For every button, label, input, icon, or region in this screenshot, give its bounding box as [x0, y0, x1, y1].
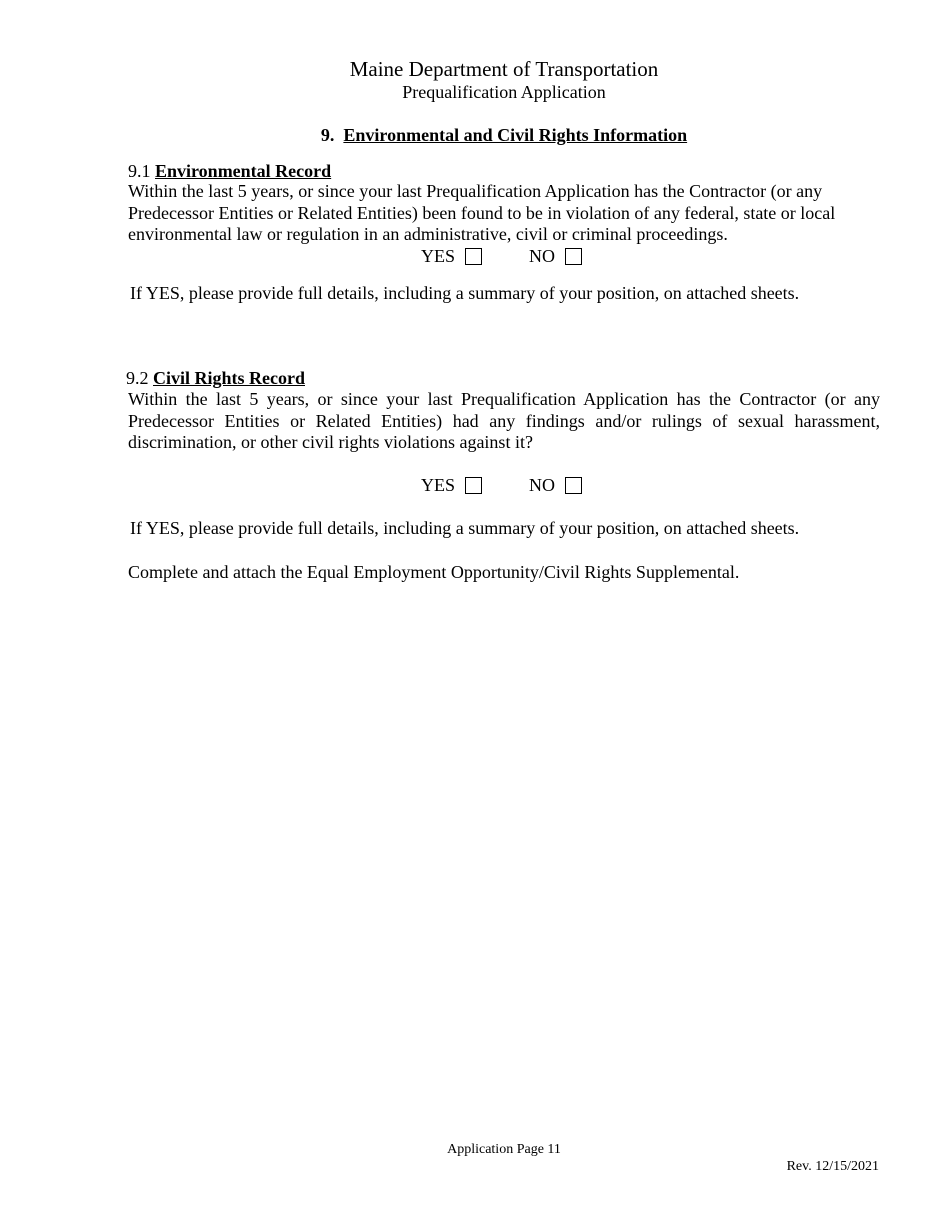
civil-rights-title: Civil Rights Record	[153, 368, 305, 388]
civil-rights-question: Within the last 5 years, or since your last Prequalification Application has the Contractor (or any Predecessor Entities or Related Entities) had any findings and/or rulings of sexual harassment, discrimination, or other civil rights violations against it?	[128, 389, 880, 452]
civil-rights-number: 9.2	[126, 368, 149, 388]
civil-rights-yes-option	[421, 474, 482, 496]
civil-rights-attach-note: Complete and attach the Equal Employment Opportunity/Civil Rights Supplemental.	[128, 562, 740, 582]
environmental-heading	[128, 160, 331, 182]
environmental-no-option	[529, 245, 582, 267]
environmental-number: 9.1	[128, 161, 151, 181]
section-heading	[0, 124, 950, 146]
environmental-no-checkbox[interactable]	[565, 248, 582, 265]
section-title: Environmental and Civil Rights Information	[343, 125, 688, 145]
civil-rights-heading	[126, 367, 305, 389]
civil-rights-no-checkbox[interactable]	[565, 477, 582, 494]
document-title: Maine Department of Transportation	[349, 57, 659, 81]
environmental-no-label: NO	[529, 246, 555, 266]
environmental-yes-checkbox[interactable]	[465, 248, 482, 265]
environmental-yes-option	[421, 245, 482, 267]
civil-rights-yes-label: YES	[421, 475, 456, 495]
environmental-yes-label: YES	[421, 246, 456, 266]
section-number: 9.	[320, 125, 335, 145]
environmental-followup: If YES, please provide full details, including a summary of your position, on attached sheets.	[130, 283, 800, 303]
civil-rights-no-label: NO	[529, 475, 555, 495]
environmental-title: Environmental Record	[155, 161, 332, 181]
document-subtitle: Prequalification Application	[402, 82, 606, 102]
civil-rights-no-option	[529, 474, 582, 496]
revision-date: Rev. 12/15/2021	[786, 1159, 879, 1174]
civil-rights-followup: If YES, please provide full details, including a summary of your position, on attached sheets.	[130, 518, 800, 538]
page-number: Application Page 11	[447, 1142, 561, 1157]
civil-rights-yes-checkbox[interactable]	[465, 477, 482, 494]
environmental-question: Within the last 5 years, or since your last Prequalification Application has the Contractor (or any Predecessor Entities or Related Entities) been found to be in violation of any federal, state or local environmental law or regulation in an administrative, civil or criminal proceedings.	[128, 181, 836, 244]
